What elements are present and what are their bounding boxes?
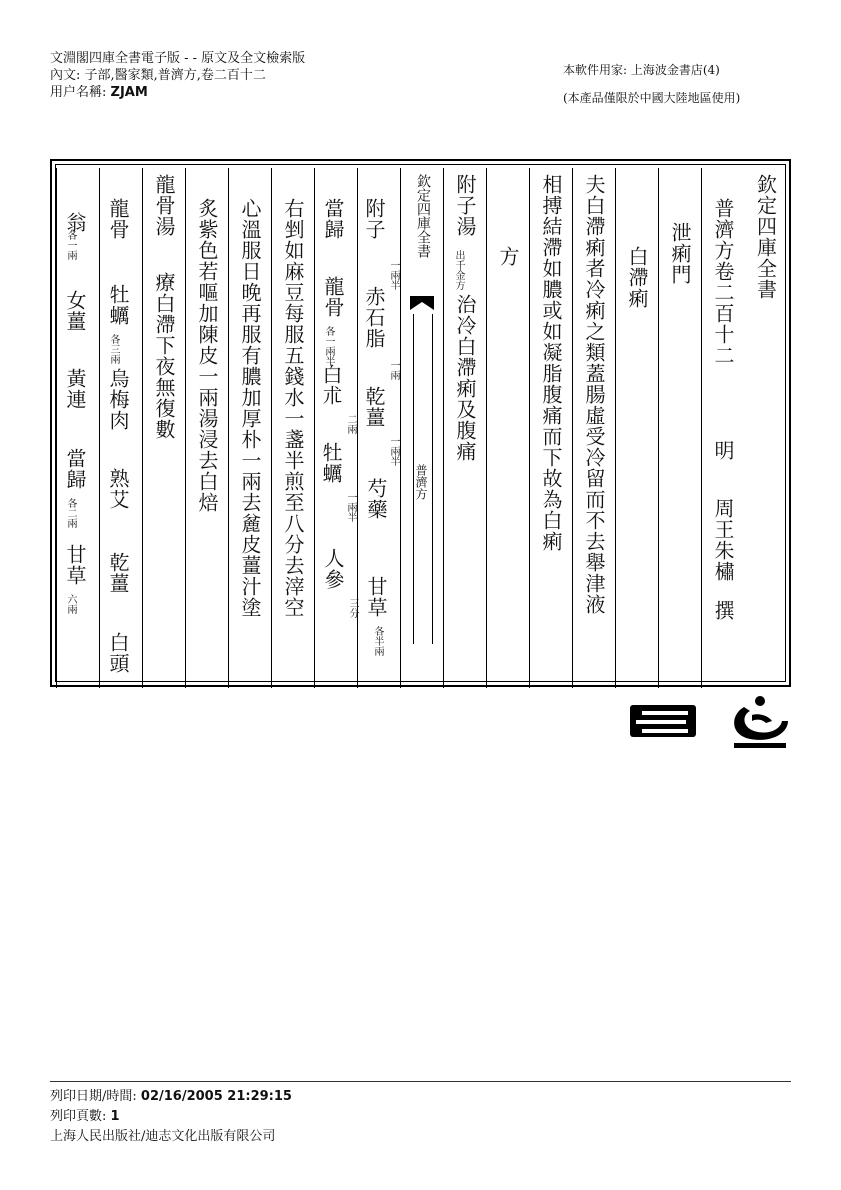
ingredient: 熟艾 xyxy=(106,468,130,510)
header-user-value: ZJAM xyxy=(110,85,148,100)
ingredient-dose: 一兩半 xyxy=(388,436,399,466)
print-pages-value: 1 xyxy=(110,1109,120,1124)
ingredient: 女薑 xyxy=(63,290,87,332)
text-column-8 xyxy=(443,168,486,688)
footer-info xyxy=(50,1087,292,1147)
ingredient: 龍骨 xyxy=(321,276,345,318)
ingredient: 甘草 xyxy=(63,544,87,586)
ingredient: 乾薑 xyxy=(362,386,386,428)
text-column-15 xyxy=(142,168,185,688)
text-column-4 xyxy=(615,168,658,688)
ingredient-dose: 二兩 xyxy=(345,414,356,434)
header-user-label: 用户名稱: xyxy=(50,85,107,100)
ingredient: 龍骨 xyxy=(106,198,130,240)
author-dynasty: 明 xyxy=(711,440,735,461)
ingredient-dose: 各半兩 xyxy=(372,626,383,656)
ingredient-dose: 各一兩半 xyxy=(323,326,334,366)
column-text: 夫白滯痢者冷痢之類蓋腸虛受冷留而不去舉津液 xyxy=(582,174,606,615)
column-text: 心溫服日晚再服有膿加厚朴一兩去麄皮薑汁塗 xyxy=(238,198,262,618)
recipe-name: 龍骨湯 xyxy=(152,174,176,237)
text-column-5 xyxy=(572,168,615,688)
ingredient-dose: 各三兩 xyxy=(108,334,119,364)
publisher-line: 上海人民出版社/迪志文化出版有限公司 xyxy=(50,1129,276,1144)
recipe-indication: 治冷白滯痢及腹痛 xyxy=(453,294,477,462)
text-column-17 xyxy=(56,168,99,688)
text-column-14 xyxy=(185,168,228,688)
ingredient: 當歸 xyxy=(321,198,345,240)
text-column-2 xyxy=(701,168,744,688)
footer-rule xyxy=(50,1081,791,1082)
ingredient: 附子 xyxy=(362,198,386,240)
ingredient: 翁 xyxy=(63,212,87,233)
ingredient: 乾薑 xyxy=(106,552,130,594)
publisher-seal-icon xyxy=(626,693,794,753)
column-text: 炙紫色若嘔加陳皮一兩湯浸去白焙 xyxy=(195,198,219,513)
author-role: 撰 xyxy=(711,600,735,621)
ingredient-dose: 三分 xyxy=(347,598,358,618)
print-datetime xyxy=(50,1087,292,1107)
subsection-heading: 白滯痢 xyxy=(625,246,649,309)
header-content-path: 內文: 子部,醫家類,普濟方,卷二百十二 xyxy=(50,68,266,83)
text-column-12 xyxy=(271,168,314,688)
volume-title: 普濟方卷二百十二 xyxy=(711,198,735,366)
fold-column xyxy=(400,168,443,688)
source-note: 出千金方 xyxy=(453,250,464,290)
print-pages-label: 列印頁數: xyxy=(50,1109,107,1124)
text-column-7 xyxy=(486,168,529,688)
column-text: 相搏結滯如膿或如凝脂腹痛而下故為白痢 xyxy=(539,174,563,552)
ingredient: 人參 xyxy=(321,548,345,590)
print-datetime-label: 列印日期/時間: xyxy=(50,1089,137,1104)
ingredient-dose: 一兩 xyxy=(388,360,399,380)
print-pages xyxy=(50,1107,292,1127)
ingredient-dose: 各二兩 xyxy=(65,498,76,528)
column-text: 欽定四庫全書 xyxy=(753,174,778,300)
text-column-3 xyxy=(658,168,701,688)
text-column-10 xyxy=(357,168,400,688)
ingredient: 赤石脂 xyxy=(362,286,386,349)
fishtail-mark xyxy=(410,296,434,310)
ingredient: 當歸 xyxy=(63,448,87,490)
text-column-6 xyxy=(529,168,572,688)
header-licensee: 本軟件用家: 上海波金書店(4) xyxy=(563,63,720,77)
ingredient: 白朮 xyxy=(319,364,343,406)
header-region-note: (本產品僅限於中國大陸地區使用) xyxy=(563,91,741,105)
header-license xyxy=(563,56,740,112)
column-text: 右剉如麻豆每服五錢水一盞半煎至八分去滓空 xyxy=(281,198,305,618)
ingredient: 黃連 xyxy=(63,368,87,410)
section-heading: 泄痢門 xyxy=(668,222,692,285)
fold-book-short-title: 普濟方 xyxy=(414,464,428,500)
ingredient: 牡蠣 xyxy=(319,442,343,484)
author-name: 周王朱橚 xyxy=(711,498,735,582)
ingredient: 芍藥 xyxy=(364,478,388,520)
print-datetime-value: 02/16/2005 21:29:15 xyxy=(140,1089,292,1104)
ingredient-dose: 一兩半 xyxy=(388,260,399,290)
header-title: 文淵閣四庫全書電子版 - - 原文及全文檢索版 xyxy=(50,51,306,66)
recipe-indication: 療白滯下夜無復數 xyxy=(152,272,176,440)
page-frame xyxy=(50,159,791,687)
ingredient: 烏梅肉 xyxy=(106,368,130,431)
text-column-16 xyxy=(99,168,142,688)
column-text: 方 xyxy=(496,246,520,267)
ingredient-dose: 一兩半 xyxy=(345,492,356,522)
ingredient: 牡蠣 xyxy=(106,284,130,326)
ingredient-dose: 六兩 xyxy=(65,594,76,614)
ingredient: 白頭 xyxy=(106,632,130,674)
text-column-1 xyxy=(744,168,787,688)
recipe-name: 附子湯 xyxy=(453,174,477,237)
header-user xyxy=(50,84,305,101)
header-info xyxy=(50,50,305,101)
ingredient: 甘草 xyxy=(364,576,388,618)
ingredient-dose: 各一兩 xyxy=(65,230,76,260)
text-column-13 xyxy=(228,168,271,688)
fold-book-title: 欽定四庫全書 xyxy=(415,174,431,258)
text-column-11 xyxy=(314,168,357,688)
